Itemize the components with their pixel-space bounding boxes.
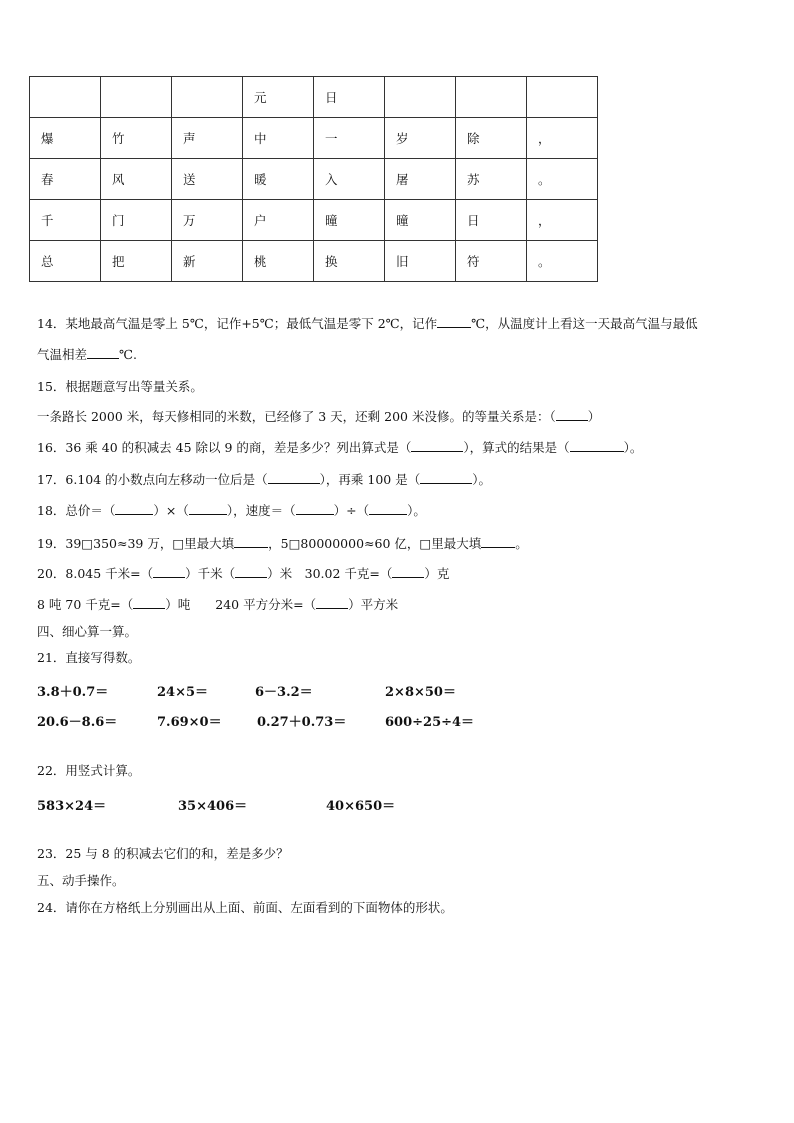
poem-cell: 除 (456, 118, 527, 159)
q16-text-b: ），算式的结果是（ (463, 440, 570, 455)
poem-row (30, 241, 598, 282)
q19-text-b: ，5□80000000≈60 亿，□里最大填 (268, 536, 482, 551)
poem-table (29, 76, 598, 282)
answer-blank[interactable] (481, 536, 515, 548)
poem-cell: 门 (101, 200, 172, 241)
q20-text-b: ）千米（ (185, 566, 236, 581)
question-24: 24．请你在方格纸上分别画出从上面、前面、左面看到的下面物体的形状。 (37, 900, 453, 915)
question-22-title: 22．用竖式计算。 (37, 763, 141, 778)
poem-cell: 新 (172, 241, 243, 282)
answer-blank[interactable] (133, 597, 165, 609)
question-19 (37, 536, 528, 552)
q15-close: ） (587, 409, 601, 424)
q18-text-b: ）×（ (153, 503, 189, 518)
poem-cell (385, 77, 456, 118)
poem-cell: 中 (243, 118, 314, 159)
answer-blank[interactable] (234, 536, 268, 548)
poem-cell (30, 77, 101, 118)
answer-blank[interactable] (570, 440, 624, 452)
answer-blank[interactable] (556, 409, 588, 421)
question-23: 23．25 与 8 的积减去它们的和，差是多少？ (37, 846, 289, 861)
poem-cell: 岁 (385, 118, 456, 159)
q20-text-e: 8 吨 70 千克=（ (37, 597, 134, 612)
poem-cell: 换 (314, 241, 385, 282)
poem-cell: 风 (101, 159, 172, 200)
poem-row (30, 77, 598, 118)
q14-text-d: ℃. (119, 347, 137, 362)
question-15-title: 15．根据题意写出等量关系。 (37, 379, 203, 394)
answer-blank[interactable] (411, 440, 463, 452)
question-16 (37, 440, 642, 456)
q20-text-d: ）克 (424, 566, 450, 581)
calc-item: 0.27＋0.73＝ (257, 715, 347, 730)
calc-item: 20.6－8.6＝ (37, 715, 118, 730)
q20-text-c: ）米 30.02 千克=（ (267, 566, 393, 581)
q18-text-d: ）÷（ (333, 503, 370, 518)
question-15-text (37, 409, 600, 425)
answer-blank[interactable] (189, 503, 227, 515)
poem-cell: 屠 (385, 159, 456, 200)
question-21-title: 21．直接写得数。 (37, 650, 141, 665)
q20-text-a: 20．8.045 千米=（ (37, 566, 154, 581)
answer-blank[interactable] (268, 472, 320, 484)
poem-cell: 。 (527, 159, 598, 200)
poem-row (30, 159, 598, 200)
calc-item: 7.69×0＝ (157, 715, 222, 730)
question-14-line2 (37, 347, 137, 363)
calc-item: 6－3.2＝ (255, 685, 313, 700)
q16-text-c: ）。 (623, 440, 643, 455)
q19-text-c: 。 (515, 536, 528, 551)
q17-text-b: ），再乘 100 是（ (319, 472, 421, 487)
section-4-heading: 四、细心算一算。 (37, 624, 138, 639)
answer-blank[interactable] (235, 566, 267, 578)
poem-cell: 日 (314, 77, 385, 118)
answer-blank[interactable] (369, 503, 407, 515)
poem-cell: 日 (456, 200, 527, 241)
poem-cell: 一 (314, 118, 385, 159)
poem-cell: 桃 (243, 241, 314, 282)
poem-cell: 万 (172, 200, 243, 241)
answer-blank[interactable] (420, 472, 472, 484)
answer-blank[interactable] (316, 597, 348, 609)
poem-cell (172, 77, 243, 118)
calc-item: 24×5＝ (157, 685, 209, 700)
q14-text-b: ℃，从温度计上看这一天最高气温与最低 (471, 316, 698, 331)
q15-text: 一条路长 2000 米，每天修相同的米数，已经修了 3 天，还剩 200 米没修。的等量关系是：（ (37, 409, 556, 424)
q20-text-f: ）吨 240 平方分米=（ (165, 597, 317, 612)
poem-cell: ， (527, 118, 598, 159)
q18-text-c: ），速度＝（ (226, 503, 296, 518)
poem-cell: 苏 (456, 159, 527, 200)
q20-text-g: ）平方米 (348, 597, 399, 612)
q16-text-a: 16．36 乘 40 的积减去 45 除以 9 的商，差是多少？列出算式是（ (37, 440, 412, 455)
section-5-heading: 五、动手操作。 (37, 873, 125, 888)
answer-blank[interactable] (153, 566, 185, 578)
vertical-calc-item: 583×24＝ (37, 799, 107, 814)
poem-cell (101, 77, 172, 118)
poem-cell: 。 (527, 241, 598, 282)
question-18 (37, 503, 426, 519)
poem-cell: 总 (30, 241, 101, 282)
question-14-line1 (37, 316, 698, 332)
calc-item: 600÷25÷4＝ (385, 715, 475, 730)
answer-blank[interactable] (437, 316, 471, 328)
q19-text-a: 19．39□350≈39 万，□里最大填 (37, 536, 235, 551)
question-20-line1 (37, 566, 449, 582)
calc-item: 3.8＋0.7＝ (37, 685, 109, 700)
answer-blank[interactable] (87, 347, 119, 359)
poem-cell: 送 (172, 159, 243, 200)
q17-text-a: 17．6.104 的小数点向左移动一位后是（ (37, 472, 268, 487)
answer-blank[interactable] (392, 566, 424, 578)
poem-cell: 爆 (30, 118, 101, 159)
poem-cell: 千 (30, 200, 101, 241)
question-20-line2 (37, 597, 398, 613)
poem-row (30, 200, 598, 241)
poem-cell: 符 (456, 241, 527, 282)
poem-cell: 元 (243, 77, 314, 118)
q14-text-c: 气温相差 (37, 347, 88, 362)
poem-cell: 曈 (314, 200, 385, 241)
poem-cell: 把 (101, 241, 172, 282)
poem-cell (527, 77, 598, 118)
poem-cell: 旧 (385, 241, 456, 282)
vertical-calc-item: 35×406＝ (178, 799, 248, 814)
q18-text-e: ）。 (407, 503, 426, 518)
answer-blank[interactable] (115, 503, 153, 515)
poem-cell: 暖 (243, 159, 314, 200)
poem-cell: 春 (30, 159, 101, 200)
poem-row (30, 118, 598, 159)
poem-cell: 声 (172, 118, 243, 159)
q18-text-a: 18．总价＝（ (37, 503, 116, 518)
vertical-calc-item: 40×650＝ (326, 799, 396, 814)
answer-blank[interactable] (296, 503, 334, 515)
poem-cell: 入 (314, 159, 385, 200)
poem-cell: ， (527, 200, 598, 241)
poem-cell: 户 (243, 200, 314, 241)
poem-cell (456, 77, 527, 118)
q14-text-a: 14．某地最高气温是零上 5℃，记作+5℃；最低气温是零下 2℃，记作 (37, 316, 438, 331)
q17-text-c: ）。 (472, 472, 491, 487)
poem-cell: 曈 (385, 200, 456, 241)
question-17 (37, 472, 491, 488)
calc-item: 2×8×50＝ (385, 685, 456, 700)
poem-cell: 竹 (101, 118, 172, 159)
